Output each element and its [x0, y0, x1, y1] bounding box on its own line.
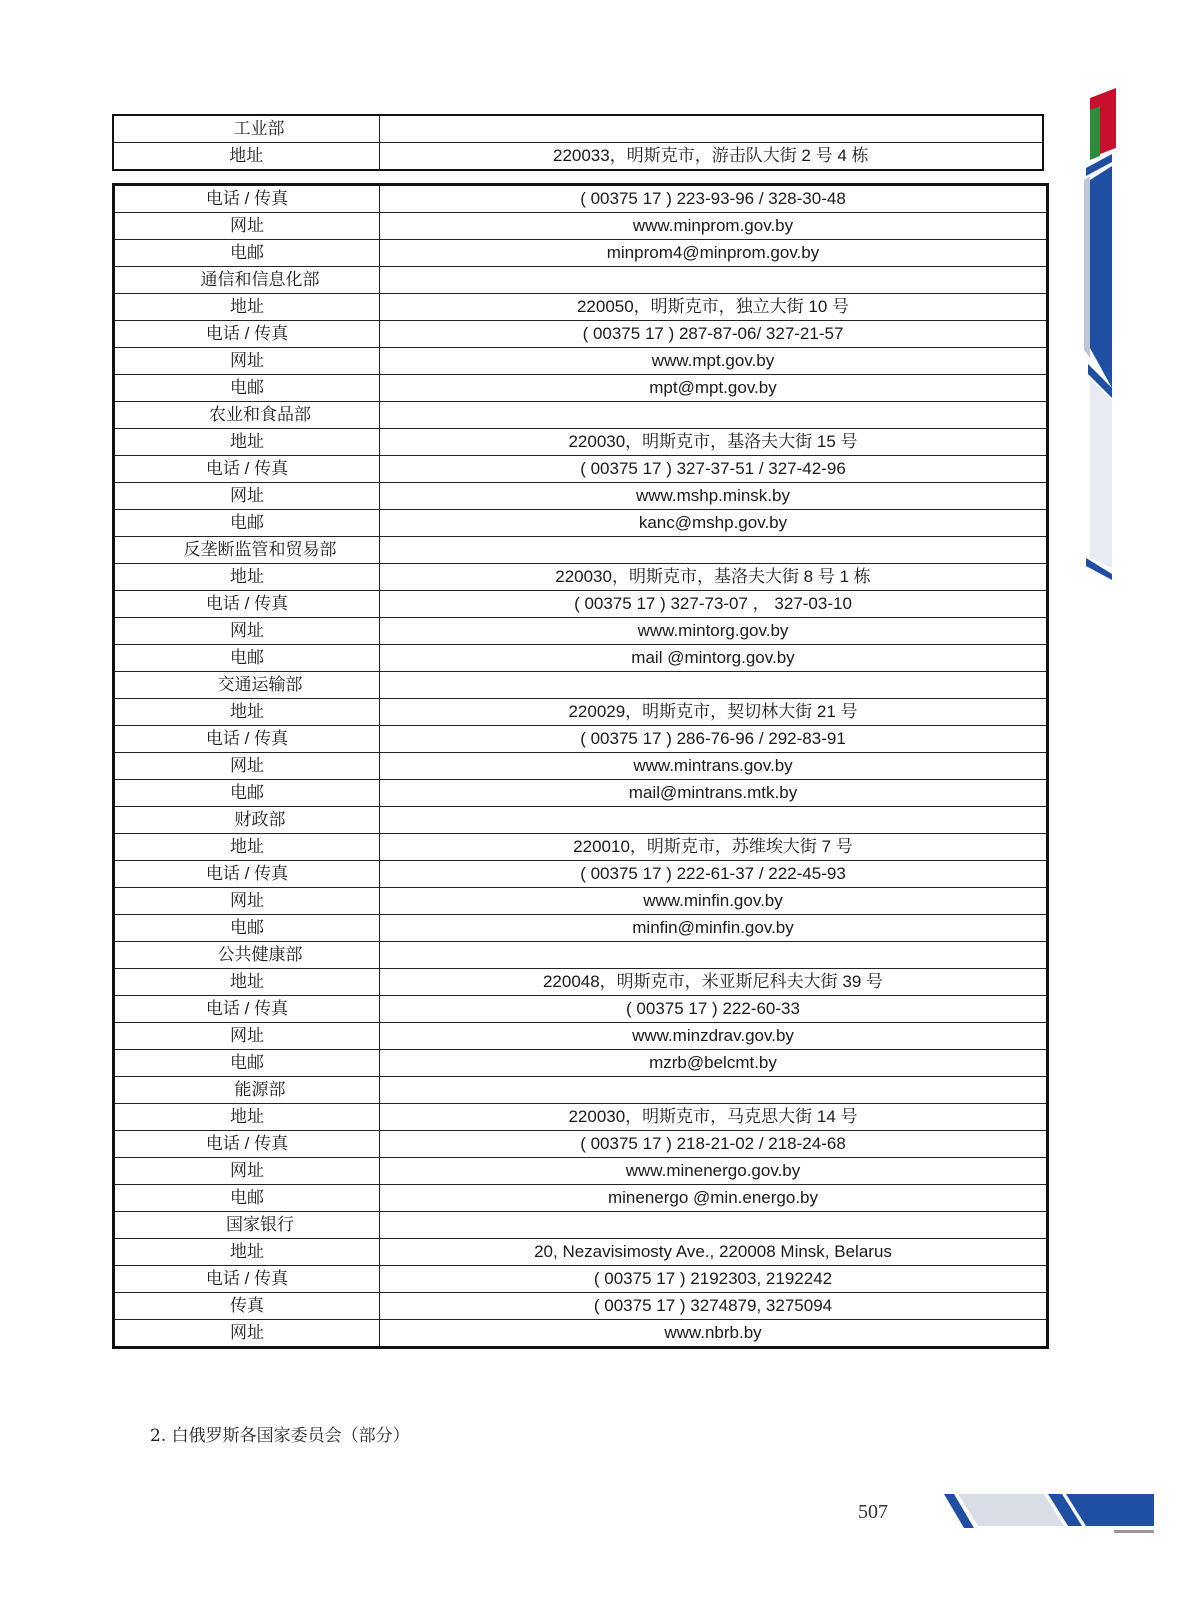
label-text: 地址: [230, 432, 264, 451]
field-label: [114, 618, 380, 645]
field-value: ( 00375 17 ) 327-73-07 ， 327-03-10: [380, 591, 1048, 618]
field-label: [114, 1158, 380, 1185]
field-value: [380, 402, 1048, 429]
field-value: [380, 1212, 1048, 1239]
field-value: [380, 267, 1048, 294]
table-row: [114, 645, 1048, 672]
label-text: 电话 / 传真: [205, 594, 289, 613]
table-row: [114, 699, 1048, 726]
field-value: mail@mintrans.mtk.by: [380, 780, 1048, 807]
table-row: [114, 185, 1048, 213]
field-label: [114, 1293, 380, 1320]
field-value: ( 00375 17 ) 286-76-96 / 292-83-91: [380, 726, 1048, 753]
table-row: [114, 1023, 1048, 1050]
table-row: [114, 1185, 1048, 1212]
label-text: 地址: [230, 1107, 264, 1126]
table-row: [114, 726, 1048, 753]
field-value: minfin@minfin.gov.by: [380, 915, 1048, 942]
label-text: 能源部: [234, 1080, 286, 1099]
label-text: 地址: [229, 146, 264, 165]
ministry-header-row: [113, 115, 1043, 143]
field-label: [114, 591, 380, 618]
field-label: [114, 1023, 380, 1050]
table-row: [114, 294, 1048, 321]
label-text: 网址: [230, 756, 264, 775]
table-row: [114, 1293, 1048, 1320]
field-label: [114, 213, 380, 240]
field-label: [114, 564, 380, 591]
table-row: [114, 780, 1048, 807]
field-label: [114, 456, 380, 483]
ministry-header-row: [114, 807, 1048, 834]
table-row: [114, 888, 1048, 915]
table-row: [114, 456, 1048, 483]
table-row: [114, 321, 1048, 348]
ministry-name: [114, 942, 380, 969]
field-value: 220030，明斯克市，基洛夫大街 8 号 1 栋: [380, 564, 1048, 591]
field-label: [114, 780, 380, 807]
label-text: 网址: [230, 351, 264, 370]
ministry-header-row: [114, 267, 1048, 294]
ministry-header-row: [114, 537, 1048, 564]
field-label: [114, 185, 380, 213]
label-text: 电话 / 传真: [205, 1134, 289, 1153]
field-value: [380, 672, 1048, 699]
ministry-name: [114, 537, 380, 564]
ministry-header-row: [114, 672, 1048, 699]
field-value: [380, 537, 1048, 564]
field-label: [114, 429, 380, 456]
section-caption: 2. 白俄罗斯各国家委员会（部分）: [150, 1426, 410, 1446]
label-text: 电话 / 传真: [205, 324, 289, 343]
field-value: www.minenergo.gov.by: [380, 1158, 1048, 1185]
label-text: 电邮: [230, 1188, 264, 1207]
label-text: 电邮: [230, 513, 264, 532]
table-row: [114, 375, 1048, 402]
field-label: [114, 1050, 380, 1077]
ministry-header-row: [114, 1077, 1048, 1104]
label-text: 电话 / 传真: [205, 459, 289, 478]
ministry-name: [114, 672, 380, 699]
label-text: 交通运输部: [217, 675, 303, 694]
field-label: [114, 1320, 380, 1348]
field-label: [114, 834, 380, 861]
label-text: 传真: [230, 1296, 264, 1315]
field-label: [114, 861, 380, 888]
label-text: 网址: [230, 621, 264, 640]
table-row: [114, 213, 1048, 240]
table-row: [114, 1320, 1048, 1348]
table-row: [114, 915, 1048, 942]
label-text: 地址: [230, 702, 264, 721]
field-value: [380, 1077, 1048, 1104]
label-text: 网址: [230, 891, 264, 910]
label-text: 电话 / 传真: [205, 1269, 289, 1288]
table-row: [114, 510, 1048, 537]
field-label: [114, 348, 380, 375]
flag-green-stripe: [1090, 106, 1100, 160]
label-text: 工业部: [233, 119, 285, 138]
right-edge-ribbon-decoration: [1076, 88, 1126, 588]
ministry-name: [114, 267, 380, 294]
field-value: minprom4@minprom.gov.by: [380, 240, 1048, 267]
label-text: 电邮: [230, 918, 264, 937]
table-row: [113, 143, 1043, 171]
label-text: 电邮: [230, 378, 264, 397]
field-value: ( 00375 17 ) 222-60-33: [380, 996, 1048, 1023]
label-text: 电邮: [230, 243, 264, 262]
label-text: 电邮: [230, 783, 264, 802]
field-label: [114, 753, 380, 780]
table-row: [114, 591, 1048, 618]
field-value: 220048，明斯克市，米亚斯尼科夫大街 39 号: [380, 969, 1048, 996]
field-value: www.mintrans.gov.by: [380, 753, 1048, 780]
label-text: 电话 / 传真: [205, 999, 289, 1018]
field-value: [380, 942, 1048, 969]
label-text: 电邮: [230, 648, 264, 667]
field-value: 220033，明斯克市，游击队大街 2 号 4 栋: [379, 143, 1043, 171]
field-value: 20, Nezavisimosty Ave., 220008 Minsk, Belarus: [380, 1239, 1048, 1266]
field-value: 220030，明斯克市，马克思大街 14 号: [380, 1104, 1048, 1131]
label-text: 电话 / 传真: [205, 729, 289, 748]
label-text: 公共健康部: [217, 945, 303, 964]
field-label: [114, 996, 380, 1023]
field-value: ( 00375 17 ) 218-21-02 / 218-24-68: [380, 1131, 1048, 1158]
table-row: [114, 861, 1048, 888]
table-row: [114, 240, 1048, 267]
table-row: [114, 564, 1048, 591]
table-row: [114, 429, 1048, 456]
field-value: 220030，明斯克市，基洛夫大街 15 号: [380, 429, 1048, 456]
label-text: 电话 / 传真: [205, 189, 289, 208]
ministry-name: [113, 115, 379, 143]
directory-table-main: [112, 183, 1049, 1349]
label-text: 地址: [230, 972, 264, 991]
label-text: 地址: [230, 837, 264, 856]
field-value: mpt@mpt.gov.by: [380, 375, 1048, 402]
field-label: [114, 1266, 380, 1293]
field-value: ( 00375 17 ) 327-37-51 / 327-42-96: [380, 456, 1048, 483]
table-row: [114, 1131, 1048, 1158]
label-text: 网址: [230, 1323, 264, 1342]
field-value: ( 00375 17 ) 223-93-96 / 328-30-48: [380, 185, 1048, 213]
table-row: [114, 753, 1048, 780]
ministry-name: [114, 807, 380, 834]
label-text: 农业和食品部: [209, 405, 311, 424]
label-text: 反垄断监管和贸易部: [183, 540, 337, 559]
field-label: [114, 969, 380, 996]
blue-ribbon-band: [1090, 166, 1112, 388]
table-row: [114, 1158, 1048, 1185]
field-label: [114, 375, 380, 402]
field-value: 220050，明斯克市，独立大街 10 号: [380, 294, 1048, 321]
table-row: [114, 483, 1048, 510]
label-text: 网址: [230, 216, 264, 235]
field-value: ( 00375 17 ) 3274879, 3275094: [380, 1293, 1048, 1320]
label-text: 地址: [230, 1242, 264, 1261]
field-label: [114, 240, 380, 267]
field-label: [114, 321, 380, 348]
field-value: www.mintorg.gov.by: [380, 618, 1048, 645]
field-value: www.mshp.minsk.by: [380, 483, 1048, 510]
field-label: [113, 143, 379, 171]
label-text: 网址: [230, 1161, 264, 1180]
label-text: 电邮: [230, 1053, 264, 1072]
field-value: 220010，明斯克市，苏维埃大街 7 号: [380, 834, 1048, 861]
field-value: 220029，明斯克市，契切林大街 21 号: [380, 699, 1048, 726]
field-label: [114, 915, 380, 942]
label-text: 网址: [230, 1026, 264, 1045]
field-value: [380, 807, 1048, 834]
field-value: kanc@mshp.gov.by: [380, 510, 1048, 537]
label-text: 电话 / 传真: [205, 864, 289, 883]
field-value: www.mpt.gov.by: [380, 348, 1048, 375]
field-label: [114, 1185, 380, 1212]
field-label: [114, 1104, 380, 1131]
field-label: [114, 888, 380, 915]
table-row: [114, 348, 1048, 375]
label-text: 网址: [230, 486, 264, 505]
ministry-name: [114, 1212, 380, 1239]
field-value: ( 00375 17 ) 287-87-06/ 327-21-57: [380, 321, 1048, 348]
field-value: www.minfin.gov.by: [380, 888, 1048, 915]
field-value: www.minprom.gov.by: [380, 213, 1048, 240]
directory-table-top: [112, 114, 1044, 171]
field-value: minenergo @min.energo.by: [380, 1185, 1048, 1212]
ministry-header-row: [114, 942, 1048, 969]
ministry-header-row: [114, 402, 1048, 429]
label-text: 国家银行: [226, 1215, 294, 1234]
ministry-name: [114, 1077, 380, 1104]
field-value: ( 00375 17 ) 222-61-37 / 222-45-93: [380, 861, 1048, 888]
table-row: [114, 969, 1048, 996]
field-label: [114, 510, 380, 537]
field-label: [114, 1131, 380, 1158]
table-row: [114, 996, 1048, 1023]
label-text: 地址: [230, 567, 264, 586]
field-label: [114, 1239, 380, 1266]
ministry-name: [114, 402, 380, 429]
label-text: 财政部: [234, 810, 286, 829]
table-row: [114, 1239, 1048, 1266]
field-value: mail @mintorg.gov.by: [380, 645, 1048, 672]
field-value: ( 00375 17 ) 2192303, 2192242: [380, 1266, 1048, 1293]
field-value: mzrb@belcmt.by: [380, 1050, 1048, 1077]
field-label: [114, 645, 380, 672]
table-row: [114, 618, 1048, 645]
table-row: [114, 1104, 1048, 1131]
field-value: [379, 115, 1043, 143]
label-text: 地址: [230, 297, 264, 316]
table-row: [114, 1266, 1048, 1293]
bottom-corner-stripes-decoration: [944, 1490, 1178, 1540]
field-label: [114, 483, 380, 510]
field-value: www.minzdrav.gov.by: [380, 1023, 1048, 1050]
field-label: [114, 726, 380, 753]
field-label: [114, 699, 380, 726]
table-row: [114, 834, 1048, 861]
label-text: 通信和信息化部: [200, 270, 320, 289]
field-value: www.nbrb.by: [380, 1320, 1048, 1348]
field-label: [114, 294, 380, 321]
ministry-header-row: [114, 1212, 1048, 1239]
page-number: 507: [858, 1501, 888, 1523]
table-row: [114, 1050, 1048, 1077]
